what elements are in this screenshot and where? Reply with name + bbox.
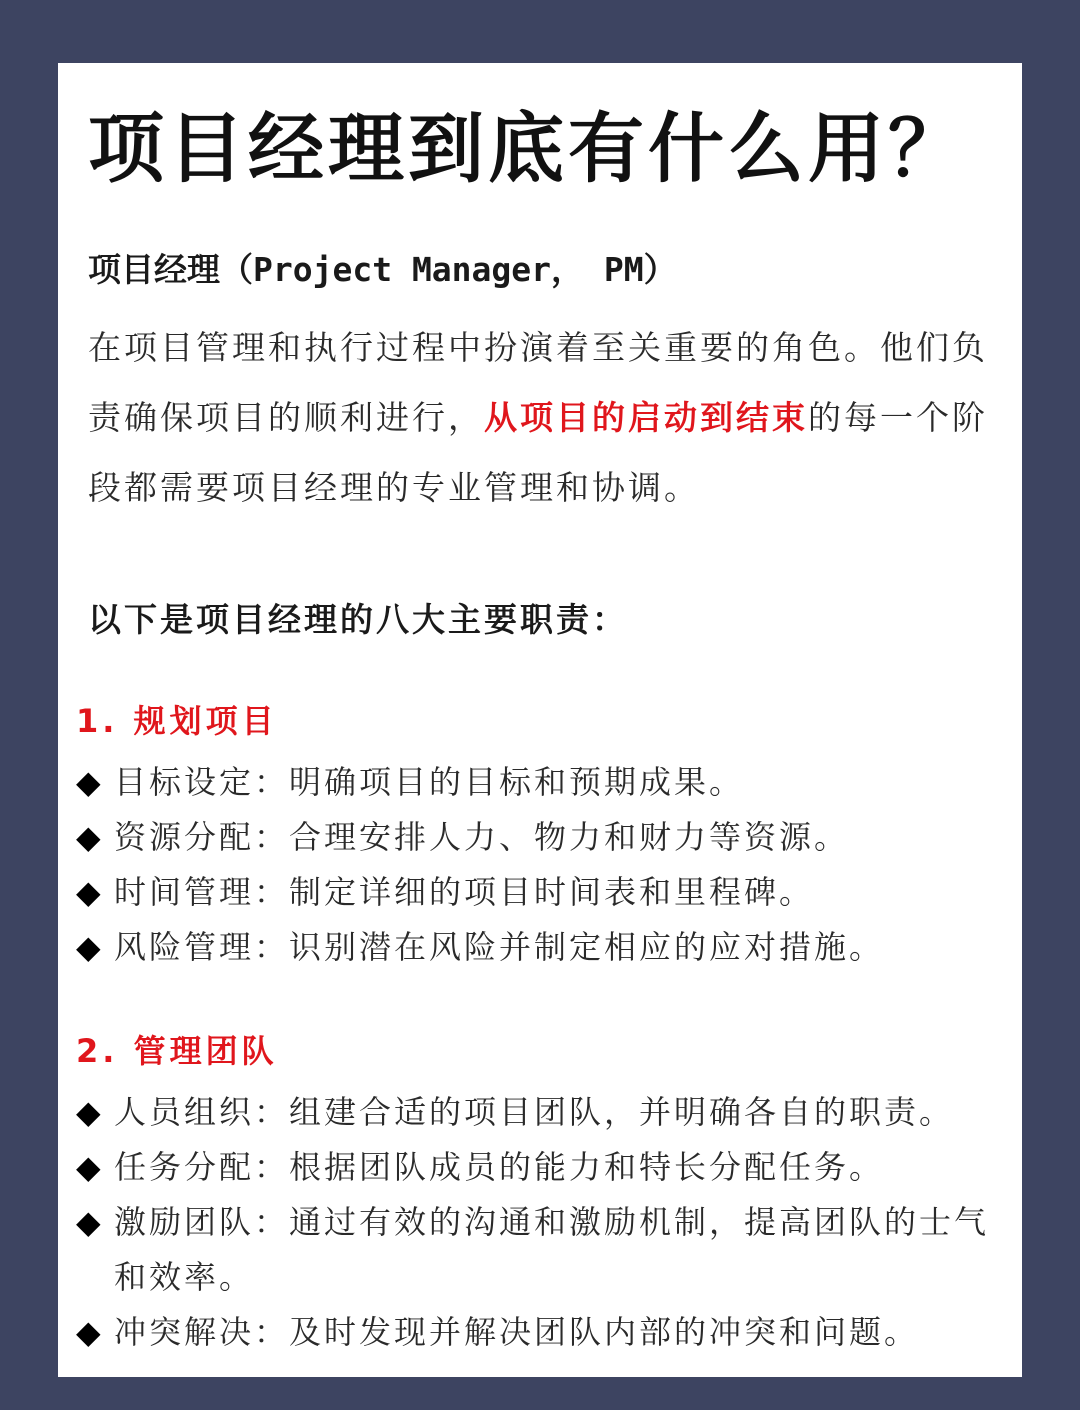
list-item [76, 810, 1016, 865]
list-item-text: 时间管理：制定详细的项目时间表和里程碑。 [114, 873, 815, 911]
list-item-text: 冲突解决：及时发现并解决团队内部的冲突和问题。 [114, 1313, 920, 1351]
list-item [76, 865, 1016, 920]
bullet-list [76, 755, 1016, 975]
page-title: 项目经理到底有什么用？ [88, 104, 968, 193]
diamond-bullet-icon: ◆ [76, 1093, 104, 1131]
duties-lead: 以下是项目经理的八大主要职责： [88, 600, 628, 639]
list-item-text: 人员组织：组建合适的项目团队，并明确各自的职责。 [114, 1093, 955, 1131]
intro-heading-close: ） [643, 250, 677, 289]
list-item-text: 任务分配：根据团队成员的能力和特长分配任务。 [114, 1148, 885, 1186]
list-item [76, 1195, 1016, 1305]
diamond-bullet-icon: ◆ [76, 1203, 104, 1241]
intro-heading-en: Project Manager， PM [253, 250, 644, 289]
diamond-bullet-icon: ◆ [76, 763, 104, 801]
bullet-list [76, 1085, 1016, 1360]
intro-highlight: 从项目的启动到结束 [484, 398, 808, 437]
list-item-text: 激励团队：通过有效的沟通和激励机制，提高团队的士气和效率。 [114, 1203, 990, 1296]
list-item [76, 1305, 1016, 1360]
list-item-text: 目标设定：明确项目的目标和预期成果。 [114, 763, 745, 801]
intro-paragraph [88, 313, 988, 523]
content-card [58, 63, 1022, 1377]
list-item [76, 755, 1016, 810]
section-manage-team [76, 1031, 1016, 1360]
intro-text-2: 的每一个阶段都需要项目经理的专业管理和协调。 [88, 398, 988, 507]
section-title: 2. 管理团队 [76, 1032, 278, 1070]
intro-heading-cn: 项目经理（ [88, 250, 253, 289]
section-plan-project [76, 701, 1016, 975]
list-item [76, 1140, 1016, 1195]
list-item-text: 风险管理：识别潜在风险并制定相应的应对措施。 [114, 928, 885, 966]
intro-text-1: 在项目管理和执行过程中扮演着至关重要的角色。他们负责确保项目的顺利进行， [88, 328, 988, 437]
diamond-bullet-icon: ◆ [76, 1313, 104, 1351]
list-item-text: 资源分配：合理安排人力、物力和财力等资源。 [114, 818, 850, 856]
intro-heading [88, 250, 677, 289]
diamond-bullet-icon: ◆ [76, 928, 104, 966]
list-item [76, 1085, 1016, 1140]
diamond-bullet-icon: ◆ [76, 818, 104, 856]
diamond-bullet-icon: ◆ [76, 1148, 104, 1186]
diamond-bullet-icon: ◆ [76, 873, 104, 911]
list-item [76, 920, 1016, 975]
section-title: 1. 规划项目 [76, 702, 278, 740]
